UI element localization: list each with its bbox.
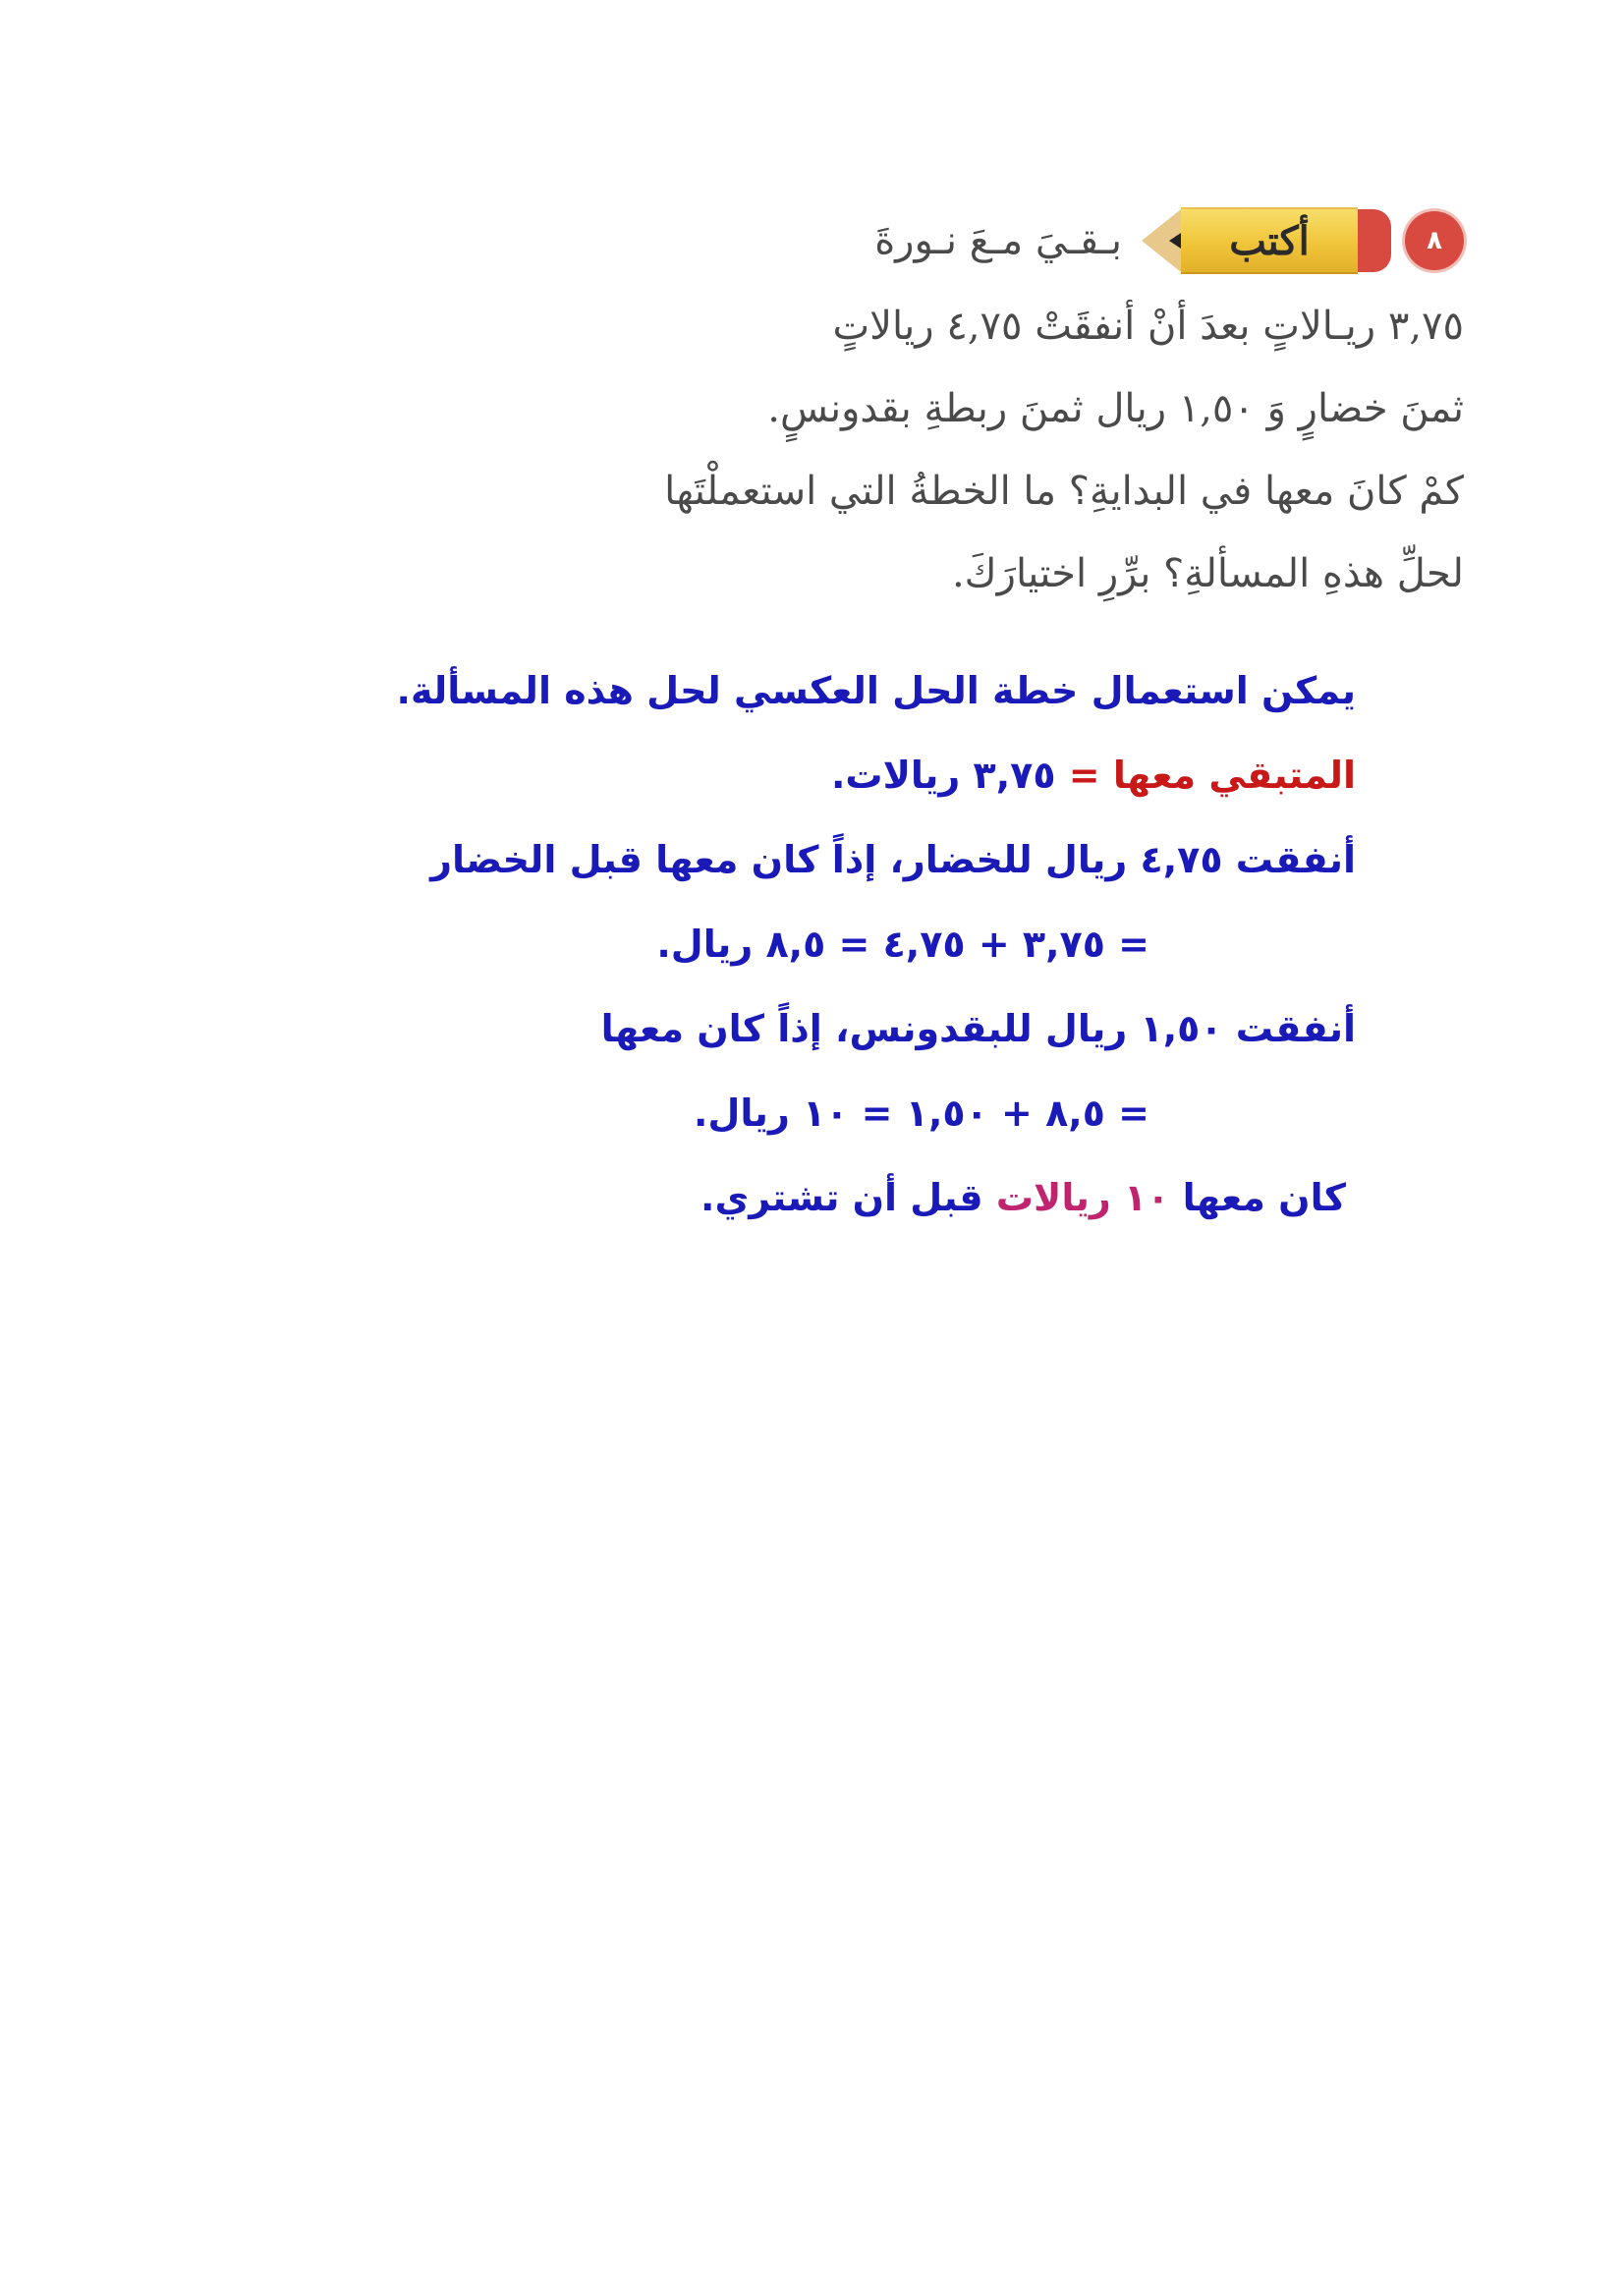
question-header <box>550 196 1464 285</box>
question-text-line: لحلِّ هذهِ المسألةِ؟ برِّرِ اختيارَكَ. <box>951 551 1464 596</box>
answer-step-parsley: أنفقت ١,٥٠ ريال للبقدونس، إذاً كان معها <box>600 1007 1356 1050</box>
answer-remaining <box>511 733 1356 817</box>
answer-step-vegetables: أنفقت ٤,٧٥ ريال للخضار، إذاً كان معها قبل الخضار <box>430 838 1356 881</box>
question-text-line: ثمنَ خضارٍ وَ ١,٥٠ ريال ثمنَ ربطةِ بقدونسٍ. <box>767 386 1464 431</box>
conclusion-amount: ١٠ <box>1124 1176 1170 1219</box>
answer-block <box>396 648 1356 1240</box>
remaining-label: المتبقي معها = <box>1068 754 1356 797</box>
pencil-icon <box>1142 207 1391 274</box>
answer-calc-vegetables: = ٣,٧٥ + ٤,٧٥ = ٨,٥ ريال. <box>656 923 1149 966</box>
pencil-eraser <box>1358 209 1391 272</box>
answer-calc-parsley: = ٨,٥ + ١,٥٠ = ١٠ ريال. <box>694 1092 1149 1135</box>
question-block <box>550 196 1464 615</box>
question-text-line: بـقـيَ مـعَ نـورةَ <box>874 218 1122 263</box>
pencil-tip <box>1142 209 1181 272</box>
question-text-line: ٣,٧٥ ريـالاتٍ بعدَ أنْ أنفقَتْ ٤,٧٥ ريالاتٍ <box>832 304 1464 349</box>
conclusion-part1: كان معها <box>1182 1176 1346 1219</box>
question-text-line: كمْ كانَ معها في البدايةِ؟ ما الخطةُ التي استعملْتَها <box>664 469 1464 514</box>
answer-strategy: يمكن استعمال خطة الحل العكسي لحل هذه المسألة. <box>396 669 1356 712</box>
conclusion-unit: ريالات <box>995 1176 1111 1219</box>
remaining-value: ٣,٧٥ ريالات. <box>830 754 1056 797</box>
answer-conclusion <box>511 1155 1356 1240</box>
write-label: أكتب <box>1181 207 1358 274</box>
conclusion-part2: قبل أن تشتري. <box>700 1176 983 1219</box>
question-number-badge: ٨ <box>1405 211 1464 270</box>
